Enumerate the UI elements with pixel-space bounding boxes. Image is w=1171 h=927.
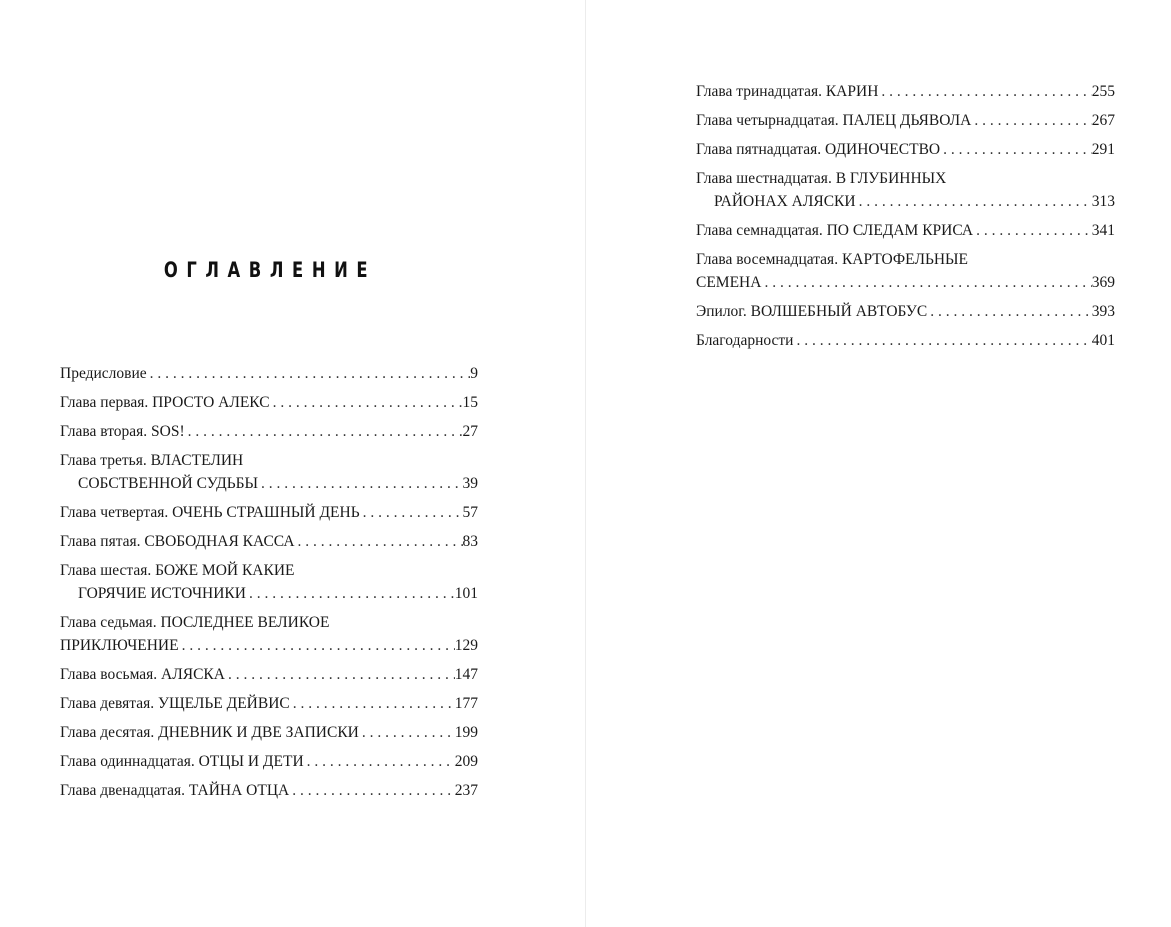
- toc-page-number: 401: [1091, 332, 1115, 349]
- toc-entry-line: [60, 692, 478, 715]
- toc-entry-line: [60, 750, 478, 773]
- toc-entry-title: Глава седьмая. ПОСЛЕДНЕЕ ВЕЛИКОЕ: [60, 614, 330, 631]
- toc-page-number: 15: [462, 394, 478, 411]
- right-page: [586, 0, 1171, 927]
- toc-entry-line: [696, 329, 1115, 352]
- toc-entry-title: Глава двенадцатая. ТАЙНА ОТЦА: [60, 782, 290, 799]
- toc-page-number: 393: [1091, 303, 1115, 320]
- dot-leader: [940, 138, 1092, 161]
- toc-entry-title: Глава семнадцатая. ПО СЛЕДАМ КРИСА: [696, 222, 974, 239]
- toc-page-number: 177: [454, 695, 478, 712]
- toc-entry: [60, 530, 478, 553]
- toc-entry-line: [60, 449, 478, 472]
- toc-entry: [60, 721, 478, 744]
- dot-leader: [761, 271, 1091, 294]
- toc-entry-line: [696, 80, 1115, 103]
- dot-leader: [147, 362, 471, 385]
- toc-entry: [696, 109, 1115, 132]
- toc-entry: [696, 80, 1115, 103]
- toc-entry-line: [60, 530, 478, 553]
- toc-entry-title: Глава первая. ПРОСТО АЛЕКС: [60, 394, 270, 411]
- toc-entry-title: Глава пятнадцатая. ОДИНОЧЕСТВО: [696, 141, 941, 158]
- toc-page-number: 369: [1091, 274, 1115, 291]
- toc-entry: [60, 750, 478, 773]
- toc-entry-line: [696, 248, 1115, 271]
- toc-page-number: 9: [470, 365, 478, 382]
- toc-entry-line: [696, 300, 1115, 323]
- toc-entry-line: [60, 501, 478, 524]
- toc-list-right: [696, 80, 1115, 358]
- toc-page-number: 255: [1091, 83, 1115, 100]
- dot-leader: [246, 582, 455, 605]
- dot-leader: [270, 391, 463, 414]
- toc-page-number: 341: [1091, 222, 1115, 239]
- toc-entry-title: СЕМЕНА: [696, 274, 762, 291]
- toc-entry-line: [696, 219, 1115, 242]
- toc-page-number: 313: [1091, 193, 1115, 210]
- dot-leader: [973, 219, 1092, 242]
- toc-entry: [60, 362, 478, 385]
- toc-entry-title: Благодарности: [696, 332, 794, 349]
- toc-entry-title: Глава одиннадцатая. ОТЦЫ И ДЕТИ: [60, 753, 304, 770]
- dot-leader: [971, 109, 1091, 132]
- toc-entry-title: Глава девятая. УЩЕЛЬЕ ДЕЙВИС: [60, 695, 290, 712]
- toc-entry: [60, 692, 478, 715]
- dot-leader: [295, 530, 463, 553]
- toc-list-left: [60, 362, 478, 808]
- toc-entry: [696, 219, 1115, 242]
- toc-entry-line: [696, 109, 1115, 132]
- toc-entry-title: РАЙОНАХ АЛЯСКИ: [714, 193, 856, 210]
- toc-entry-title: Глава четырнадцатая. ПАЛЕЦ ДЬЯВОЛА: [696, 112, 972, 129]
- toc-page-number: 129: [454, 637, 478, 654]
- dot-leader: [290, 692, 455, 715]
- toc-entry-line: [60, 472, 478, 495]
- toc-page-number: 101: [454, 585, 478, 602]
- toc-page-number: 291: [1091, 141, 1115, 158]
- dot-leader: [927, 300, 1092, 323]
- toc-page-number: 237: [454, 782, 478, 799]
- toc-entry-title: Предисловие: [60, 365, 147, 382]
- toc-entry-line: [696, 271, 1115, 294]
- dot-leader: [289, 779, 455, 802]
- toc-entry: [60, 420, 478, 443]
- toc-entry-title: Глава восемнадцатая. КАРТОФЕЛЬНЫЕ: [696, 251, 969, 268]
- toc-entry-title: ГОРЯЧИЕ ИСТОЧНИКИ: [78, 585, 246, 602]
- toc-page-number: 57: [462, 504, 478, 521]
- toc-entry-line: [60, 420, 478, 443]
- toc-entry: [696, 300, 1115, 323]
- toc-entry: [60, 663, 478, 686]
- toc-entry-title: Глава шестая. БОЖЕ МОЙ КАКИЕ: [60, 562, 295, 579]
- toc-heading: ОГЛАВЛЕНИЕ: [163, 258, 377, 282]
- dot-leader: [856, 190, 1092, 213]
- toc-entry-line: [60, 721, 478, 744]
- toc-entry-title: СОБСТВЕННОЙ СУДЬБЫ: [78, 475, 259, 492]
- dot-leader: [360, 501, 463, 524]
- toc-entry: [60, 501, 478, 524]
- toc-page-number: 209: [454, 753, 478, 770]
- dot-leader: [304, 750, 455, 773]
- left-page: [0, 0, 585, 927]
- toc-entry-title: Глава тринадцатая. КАРИН: [696, 83, 879, 100]
- toc-entry: [60, 559, 478, 605]
- toc-entry-line: [60, 582, 478, 605]
- toc-entry-title: ПРИКЛЮЧЕНИЕ: [60, 637, 179, 654]
- toc-entry: [60, 449, 478, 495]
- toc-entry-line: [696, 138, 1115, 161]
- toc-entry-line: [60, 663, 478, 686]
- dot-leader: [793, 329, 1091, 352]
- toc-entry-title: Глава восьмая. АЛЯСКА: [60, 666, 225, 683]
- toc-entry-line: [696, 190, 1115, 213]
- toc-entry-line: [60, 779, 478, 802]
- dot-leader: [878, 80, 1091, 103]
- dot-leader: [179, 634, 455, 657]
- toc-page-number: 83: [462, 533, 478, 550]
- toc-entry: [696, 248, 1115, 294]
- toc-entry-title: Глава вторая. SOS!: [60, 423, 185, 440]
- toc-entry: [60, 611, 478, 657]
- dot-leader: [258, 472, 462, 495]
- toc-entry: [696, 329, 1115, 352]
- toc-entry-line: [60, 611, 478, 634]
- toc-page-number: 27: [462, 423, 478, 440]
- toc-entry-line: [696, 167, 1115, 190]
- toc-entry: [696, 167, 1115, 213]
- dot-leader: [225, 663, 455, 686]
- toc-entry-title: Глава третья. ВЛАСТЕЛИН: [60, 452, 244, 469]
- toc-entry-line: [60, 559, 478, 582]
- toc-entry-title: Глава четвертая. ОЧЕНЬ СТРАШНЫЙ ДЕНЬ: [60, 504, 360, 521]
- toc-entry: [696, 138, 1115, 161]
- toc-entry-line: [60, 362, 478, 385]
- toc-entry-title: Глава пятая. СВОБОДНАЯ КАССА: [60, 533, 295, 550]
- toc-entry-title: Эпилог. ВОЛШЕБНЫЙ АВТОБУС: [696, 303, 928, 320]
- toc-entry-title: Глава десятая. ДНЕВНИК И ДВЕ ЗАПИСКИ: [60, 724, 359, 741]
- toc-page-number: 39: [462, 475, 478, 492]
- dot-leader: [359, 721, 455, 744]
- toc-entry: [60, 779, 478, 802]
- toc-page-number: 199: [454, 724, 478, 741]
- toc-entry-line: [60, 634, 478, 657]
- toc-entry-title: Глава шестнадцатая. В ГЛУБИННЫХ: [696, 170, 947, 187]
- toc-page-number: 267: [1091, 112, 1115, 129]
- toc-page-number: 147: [454, 666, 478, 683]
- toc-entry-line: [60, 391, 478, 414]
- toc-entry: [60, 391, 478, 414]
- dot-leader: [185, 420, 463, 443]
